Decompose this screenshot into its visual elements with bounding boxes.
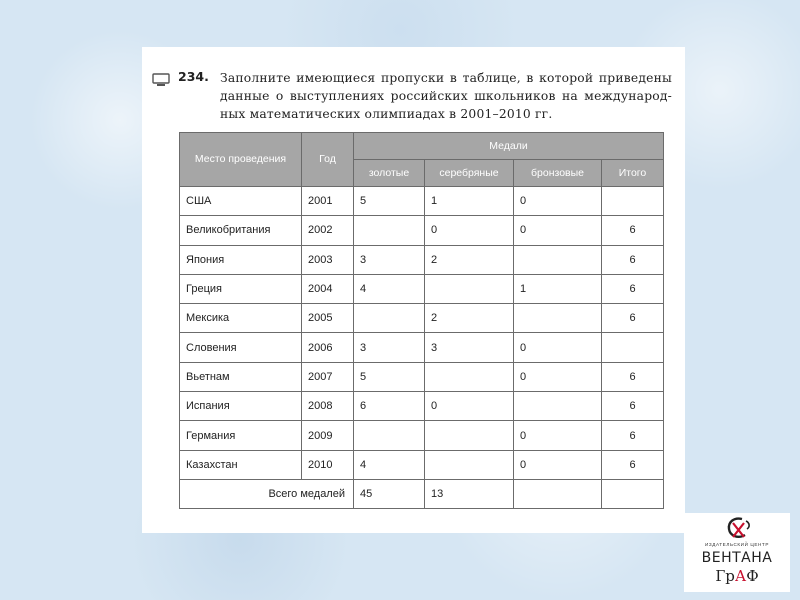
textbook-page [142,47,685,533]
cell-bronze [514,392,602,421]
table-row [180,333,664,362]
cell-country: Вьетнам [180,362,302,391]
table-row [180,421,664,450]
cell-bronze: 0 [514,421,602,450]
cell-gold [354,216,425,245]
cell-silver [425,362,514,391]
cell-year: 2005 [302,304,354,333]
table-row [180,274,664,303]
cell-bronze: 0 [514,187,602,216]
logo-mid-text: ВЕНТАНА [701,550,773,566]
logo-bottom-text [684,567,790,585]
table-row [180,304,664,333]
table-row [180,187,664,216]
cell-country: Великобритания [180,216,302,245]
cell-country: Мексика [180,304,302,333]
cell-bronze: 0 [514,450,602,479]
cell-country: Германия [180,421,302,450]
summary-label: Всего медалей [180,479,354,508]
cell-silver: 1 [425,187,514,216]
cell-gold: 5 [354,187,425,216]
header-medals: Медали [354,133,664,160]
summary-total [602,479,664,508]
summary-bronze [514,479,602,508]
header-silver: серебряные [425,160,514,187]
cell-silver: 2 [425,304,514,333]
cell-silver [425,450,514,479]
cell-gold: 6 [354,392,425,421]
cell-country: Словения [180,333,302,362]
cell-total: 6 [602,304,664,333]
cell-silver: 0 [425,392,514,421]
cell-year: 2007 [302,362,354,391]
table-row [180,450,664,479]
cell-bronze [514,304,602,333]
cell-total: 6 [602,421,664,450]
header-year: Год [302,133,354,187]
cell-silver [425,421,514,450]
cell-total: 6 [602,216,664,245]
logo-bot-a: Гр [715,567,735,585]
cell-total: 6 [602,450,664,479]
cell-total: 6 [602,362,664,391]
cell-total [602,187,664,216]
cell-gold [354,421,425,450]
cell-country: Греция [180,274,302,303]
logo-top-text: ИЗДАТЕЛЬСКИЙ ЦЕНТР [704,542,769,547]
cell-bronze: 0 [514,216,602,245]
task-number: 234. [178,69,209,84]
cell-total: 6 [602,245,664,274]
summary-gold: 45 [354,479,425,508]
cell-gold: 5 [354,362,425,391]
cell-silver: 0 [425,216,514,245]
cell-bronze: 0 [514,362,602,391]
header-place: Место проведения [180,133,302,187]
cell-year: 2008 [302,392,354,421]
logo-bot-c: Ф [746,567,759,585]
header-total: Итого [602,160,664,187]
cell-silver [425,274,514,303]
table-row [180,216,664,245]
header-bronze: бронзовые [514,160,602,187]
cell-year: 2002 [302,216,354,245]
cell-year: 2009 [302,421,354,450]
computer-icon [152,73,170,87]
summary-silver: 13 [425,479,514,508]
cell-total [602,333,664,362]
table-row [180,245,664,274]
logo-emblem-icon [720,515,756,542]
cell-country: Испания [180,392,302,421]
table-row [180,362,664,391]
cell-silver: 3 [425,333,514,362]
cell-year: 2001 [302,187,354,216]
cell-country: Казахстан [180,450,302,479]
cell-country: США [180,187,302,216]
cell-total: 6 [602,392,664,421]
task-text: Заполните имеющиеся пропуски в таблице, в которой приведены данные о выступлениях российских школьников на международ-ных математических олимпиадах в 2001–2010 гг. [220,71,672,121]
cell-gold [354,304,425,333]
cell-silver: 2 [425,245,514,274]
cell-year: 2003 [302,245,354,274]
cell-bronze: 0 [514,333,602,362]
summary-row [180,479,664,508]
cell-year: 2010 [302,450,354,479]
cell-year: 2006 [302,333,354,362]
publisher-logo [684,513,790,592]
cell-year: 2004 [302,274,354,303]
cell-gold: 3 [354,333,425,362]
cell-bronze: 1 [514,274,602,303]
table-row [180,392,664,421]
medals-table [179,132,664,509]
header-gold: золотые [354,160,425,187]
cell-gold: 3 [354,245,425,274]
cell-gold: 4 [354,450,425,479]
cell-gold: 4 [354,274,425,303]
cell-country: Япония [180,245,302,274]
cell-total: 6 [602,274,664,303]
logo-bot-b: А [734,567,747,585]
cell-bronze [514,245,602,274]
